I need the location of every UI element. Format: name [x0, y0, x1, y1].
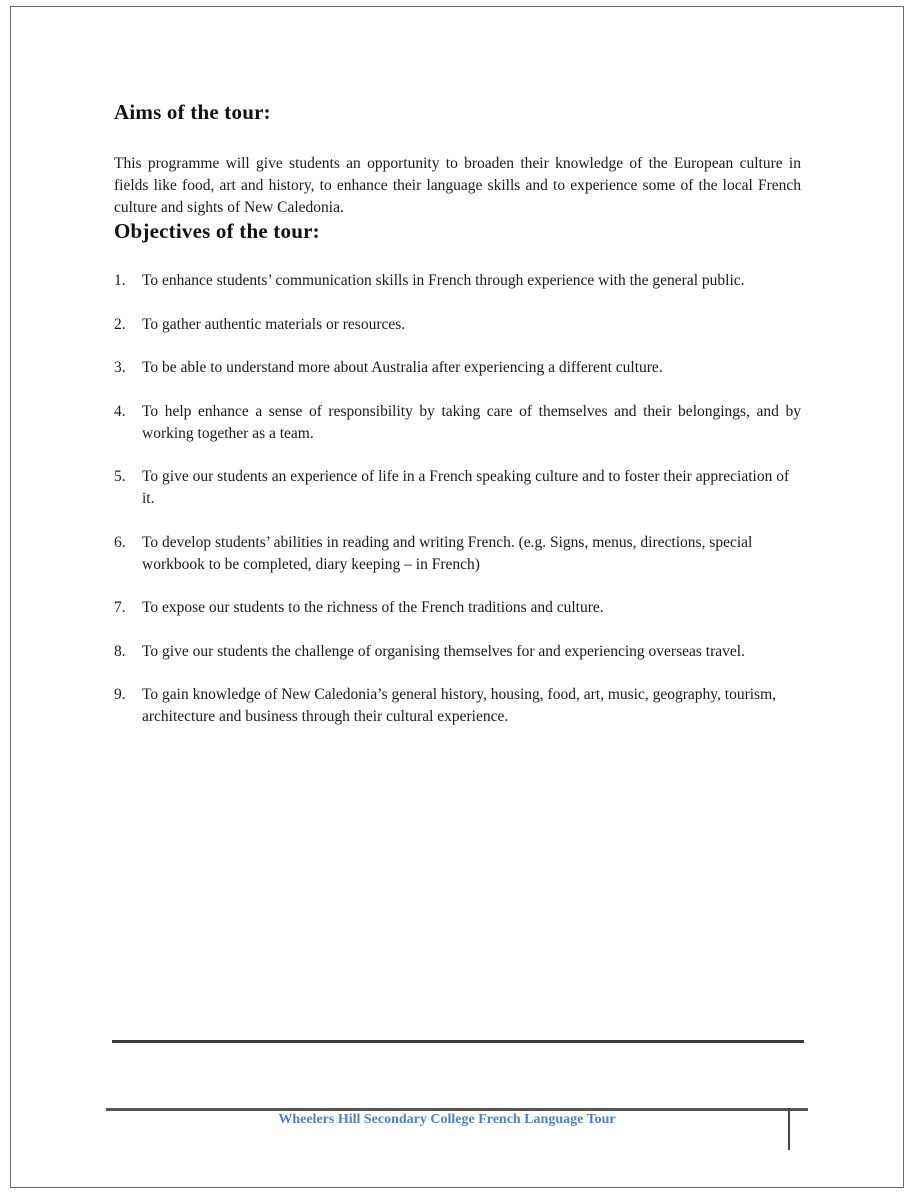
- objectives-list: [114, 270, 801, 728]
- objective-number: 4.: [114, 402, 126, 420]
- objective-item: [114, 357, 801, 379]
- objectives-heading: Objectives of the tour:: [114, 219, 320, 243]
- objective-item: [114, 401, 801, 445]
- objective-item: [114, 270, 801, 292]
- objective-number: 7.: [114, 599, 126, 616]
- objective-number: 1.: [114, 272, 126, 289]
- footer-title: Wheelers Hill Secondary College French Language Tour: [278, 1112, 616, 1127]
- objective-item: [114, 684, 801, 728]
- objective-text: To give our students the challenge of organising themselves for and experiencing overseas travel.: [142, 642, 745, 660]
- page-divider-rule: [112, 1040, 804, 1043]
- objective-number: 5.: [114, 468, 126, 485]
- objective-item: [114, 532, 801, 576]
- objective-text: To develop students’ abilities in reading and writing French. (e.g. Signs, menus, directions, special workbook to be completed, diary keeping – in French): [142, 533, 753, 573]
- objective-number: 8.: [114, 642, 126, 660]
- objective-item: [114, 314, 801, 336]
- objective-item: [114, 466, 801, 510]
- footer-border-tick: [788, 1108, 790, 1150]
- document-content: [114, 100, 801, 750]
- objective-number: 3.: [114, 359, 126, 376]
- objective-text: To be able to understand more about Australia after experiencing a different culture.: [142, 359, 663, 376]
- objective-item: [114, 597, 801, 619]
- objective-number: 9.: [114, 686, 126, 703]
- objective-text: To give our students an experience of life in a French speaking culture and to foster their appreciation of it.: [142, 468, 790, 507]
- objective-text: To gain knowledge of New Caledonia’s general history, housing, food, art, music, geography, tourism, architecture and business through their cultural experience.: [142, 686, 776, 725]
- objective-text: To gather authentic materials or resources.: [142, 315, 406, 333]
- objective-text: To expose our students to the richness of the French traditions and culture.: [142, 599, 604, 616]
- objective-text: To help enhance a sense of responsibility by taking care of themselves and their belongings, and by working together as a team.: [142, 402, 801, 442]
- objective-text: To enhance students’ communication skills in French through experience with the general public.: [142, 272, 745, 289]
- aims-paragraph: This programme will give students an opportunity to broaden their knowledge of the European culture in fields like food, art and history, to enhance their language skills and to experience some of the local French culture and sights of New Caledonia.: [114, 155, 801, 216]
- objective-number: 2.: [114, 315, 126, 333]
- objective-item: [114, 641, 801, 663]
- objective-number: 6.: [114, 533, 126, 551]
- footer-rule: [106, 1108, 808, 1111]
- aims-heading: Aims of the tour:: [114, 100, 271, 124]
